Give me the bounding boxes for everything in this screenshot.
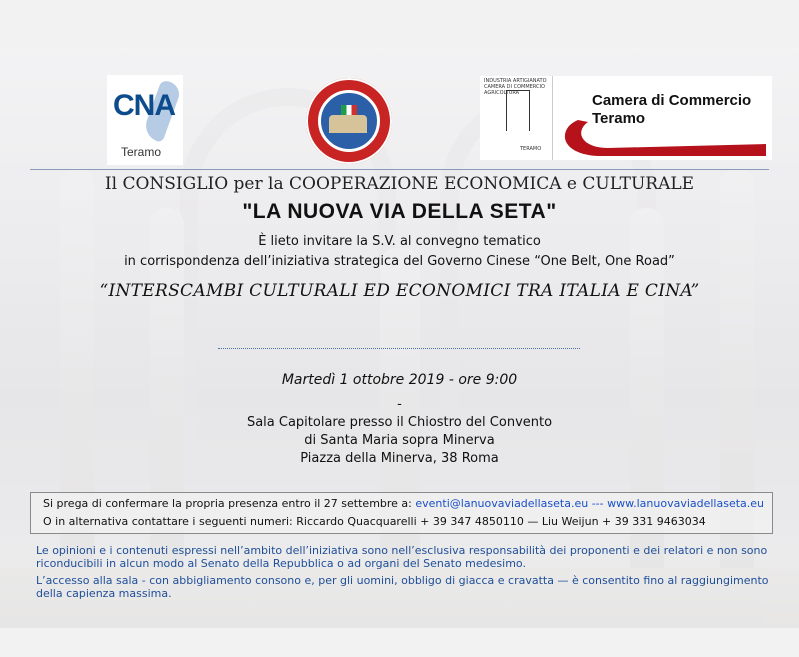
camera-commercio-logo	[480, 76, 772, 160]
chamber-title: Camera di Commercio Teramo	[592, 92, 752, 127]
rsvp-text: Si prega di confermare la propria presenza entro il 27 settembre a:	[43, 497, 412, 510]
initiative-title: "LA NUOVA VIA DELLA SETA"	[242, 200, 557, 223]
access-note-text: L’accesso alla sala - con abbigliamento consono e, per gli uomini, obbligo di giacca e cravatta — è consentito fino al raggiungimento della capienza massima.	[36, 574, 769, 600]
invitation-text: È lieto invitare la S.V. al convegno tematico	[258, 234, 541, 249]
colosseum-icon	[318, 90, 380, 152]
conference-title: “INTERSCAMBI CULTURALI ED ECONOMICI TRA ITALIA E CINA”	[99, 281, 700, 301]
event-date: Martedì 1 ottobre 2019 - ore 9:00	[281, 372, 518, 388]
cna-logo-text: CNA	[113, 89, 175, 122]
organizer-title: Il CONSIGLIO per la COOPERAZIONE ECONOMICA e CULTURALE	[104, 174, 695, 194]
rsvp-phone-numbers: O in alternativa contattare i seguenti numeri: Riccardo Quacquarelli + 39 347 4850110 — Liu Weijun + 39 331 9463034	[43, 515, 706, 528]
dotted-divider	[218, 348, 580, 349]
cna-logo-city: Teramo	[121, 145, 162, 159]
context-text: in corrispondenza dell’iniziativa strategica del Governo Cinese “One Belt, One Road”	[124, 254, 675, 269]
website-link[interactable]: www.lanuovaviadellaseta.eu	[607, 497, 765, 510]
rsvp-email-link[interactable]: eventi@lanuovaviadellaseta.eu	[415, 497, 589, 510]
divider	[30, 169, 769, 170]
disclaimer-text: Le opinioni e i contenuti espressi nell’ambito dell’iniziativa sono nell’esclusiva responsabilità dei proponenti e dei relatori e non sono riconducibili in alcun modo al Senato della Repubblica o ad organi del Senato medesimo.	[36, 544, 768, 570]
rsvp-box	[30, 492, 773, 534]
red-swoosh-icon	[558, 114, 768, 158]
italian-flag-icon	[341, 105, 357, 115]
cna-logo	[107, 75, 183, 165]
rsvp-dash: ---	[591, 497, 604, 510]
council-seal-logo	[306, 78, 392, 164]
invitation-card	[0, 48, 799, 628]
event-separator: -	[397, 397, 402, 412]
event-venue: Sala Capitolare presso il Chiostro del Convento di Santa Maria sopra Minerva Piazza della Minerva, 38 Roma	[246, 415, 553, 466]
chamber-emblem: INDUSTRIA ARTIGIANATO CAMERA DI COMMERCIO AGRICOLTURA TERAMO	[480, 76, 553, 160]
tower-icon	[506, 90, 530, 131]
